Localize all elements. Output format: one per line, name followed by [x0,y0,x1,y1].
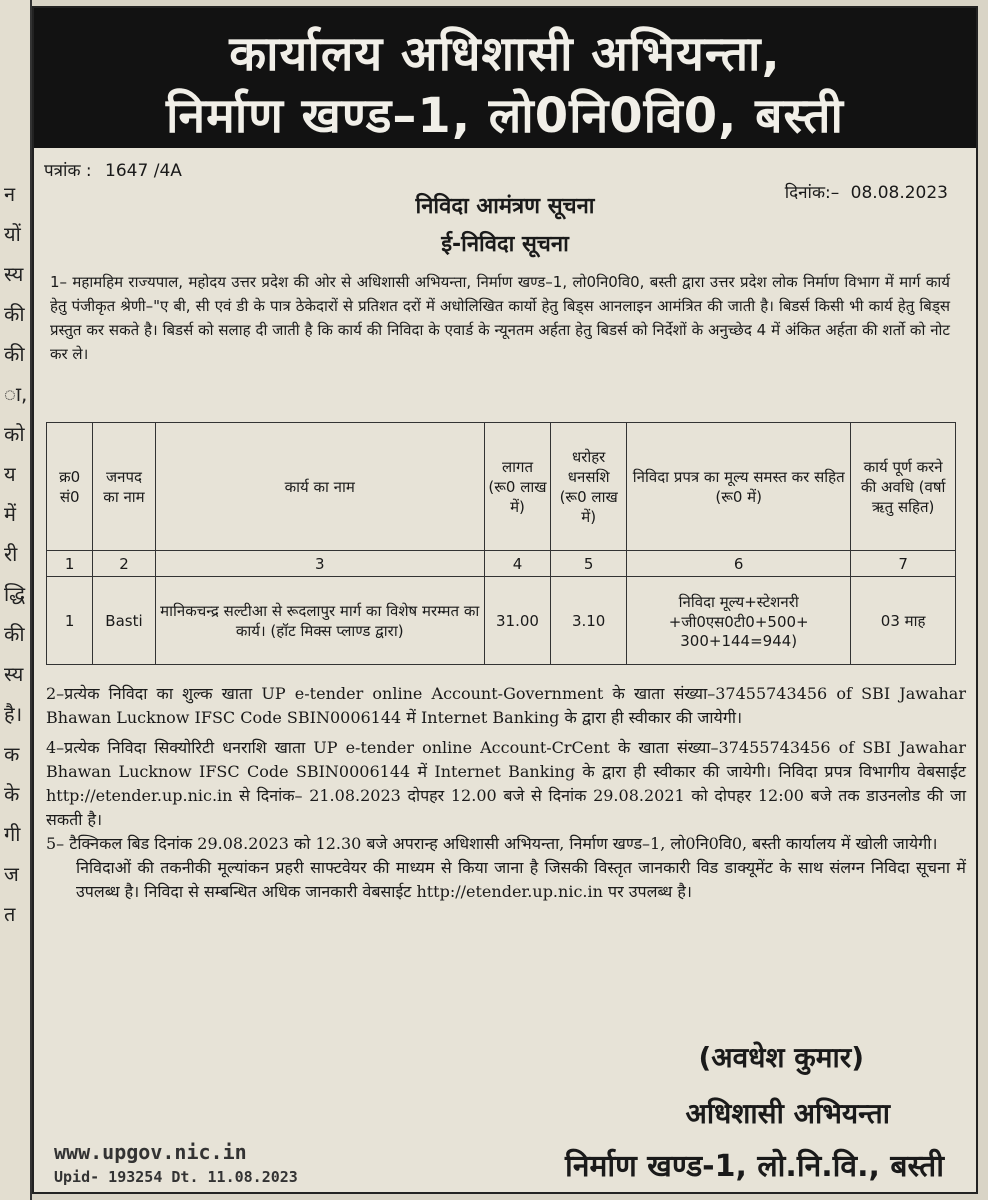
closing-note: निविदाओं की तकनीकी मूल्यांकन प्रहरी साफ्टवेयर की माध्यम से किया जाना है जिसकी विस्तृत जानकारी विड डाक्यूमेंट के साथ संलग्न निविदा सूचना में उपलब्ध है। निविदा से सम्बन्धित अधिक जानकारी वेबसाईट http://etender.up.nic.in पर उपलब्ध है। [76,858,966,901]
office-title-line1: कार्यालय अधिशासी अभियन्ता, [229,26,781,82]
column-fragment-word: न [4,182,16,206]
col-district: जनपद का नाम [93,423,155,551]
col-number: 3 [155,551,484,577]
note-4: 4–प्रत्येक निविदा सिक्योरिटी धनराशि खाता UP e-tender online Account-CrCent के खाता संख्या–37455743456 of SBI Jawahar Bhawan Lucknow IFSC Code SBIN0006144 में Internet Banking के द्वारा ही स्वीकार की जायेगी। निविदा प्रपत्र विभागीय वेबसाईट http://etender.up.nic.in से दिनांक– 21.08.2023 दोपहर 12.00 बजे से दिनांक 29.08.2021 को दोपहर 12:00 बजे तक डाउनलोड की जा सकती है। [46,738,966,829]
footer-upid: Upid- 193254 Dt. 11.08.2023 [54,1168,298,1186]
column-fragment-word: को [4,422,25,446]
col-number: 6 [627,551,851,577]
note-2: 2–प्रत्येक निविदा का शुल्क खाता UP e-tender online Account-Government के खाता संख्या–37455743456 of SBI Jawahar Bhawan Lucknow IFSC Code SBIN0006144 में Internet Banking के द्वारा ही स्वीकार की जायेगी। [46,684,966,727]
table-header-row [47,423,956,551]
date-label: दिनांक:– [784,183,840,203]
cell-duration: 03 माह [851,577,956,665]
col-number: 7 [851,551,956,577]
column-fragment-word: की [4,622,25,646]
column-fragment-word: य [4,462,16,486]
col-number: 4 [484,551,550,577]
column-fragment-word: ज [4,862,19,886]
cell-earnest: 3.10 [551,577,627,665]
cell-cost: 31.00 [484,577,550,665]
signatory-name: (अवधेश कुमार) [698,1041,864,1074]
column-fragment-word: क [4,742,20,766]
col-work: कार्य का नाम [155,423,484,551]
tender-table [46,422,956,665]
column-fragment-word: त [4,902,16,926]
column-fragment-word: द्धि [4,582,26,606]
col-form-fee: निविदा प्रपत्र का मूल्य समस्त कर सहित (रू0 में) [627,423,851,551]
cell-form-fee: निविदा मूल्य+स्टेशनरी +जी0एस0टी0+500+ 300+144=944) [627,577,851,665]
notice-title: निविदा आमंत्रण सूचना [415,194,595,219]
column-fragment-word: की [4,342,25,366]
table-row [47,577,956,665]
cell-work: मानिकचन्द्र सल्टीआ से रूदलापुर मार्ग का विशेष मरम्मत का कार्य। (हॉट मिक्स प्लाण्ड द्वारा) [155,577,484,665]
column-fragment-word: यों [4,222,21,246]
date-value: 08.08.2023 [850,183,948,203]
column-fragment-word: री [4,542,18,566]
table-col-number-row [47,551,956,577]
column-fragment-word: में [4,502,16,526]
col-earnest: धरोहर धनसशि (रू0 लाख में) [551,423,627,551]
note-5: 5– टैक्निकल बिड दिनांक 29.08.2023 को 12.30 बजे अपरान्ह अधिशासी अभियन्ता, निर्माण खण्ड–1, लो0नि0वि0, बस्ती कार्यालय में खोली जायेगी। [46,834,938,853]
column-fragment-word: के [4,782,20,806]
col-duration: कार्य पूर्ण करने की अवधि (वर्षा ऋतु सहित) [851,423,956,551]
adjacent-column-fragment [0,0,32,1200]
column-fragment-word: ा, [4,382,28,406]
col-number: 5 [551,551,627,577]
ref-value: 1647 /4A [105,161,182,181]
column-fragment-word: की [4,302,25,326]
column-fragment-word: स्य [4,262,24,286]
signatory-office: निर्माण खण्ड-1, लो.नि.वि., बस्ती [565,1149,944,1184]
tender-notice [32,6,978,1194]
para-1 [50,270,950,366]
ref-label: पत्रांक : [44,161,92,181]
col-cost: लागत (रू0 लाख में) [484,423,550,551]
col-number: 1 [47,551,93,577]
signatory-designation: अधिशासी अभियन्ता [685,1097,890,1130]
reference-number [44,158,182,181]
column-fragment-word: स्य [4,662,24,686]
notice-subtitle: ई-निविदा सूचना [441,232,569,257]
cell-district: Basti [93,577,155,665]
para-1-text: 1– महामहिम राज्यपाल, महोदय उत्तर प्रदेश की ओर से अधिशासी अभियन्ता, निर्माण खण्ड–1, लो0नि0वि0, बस्ती द्वारा उत्तर प्रदेश लोक निर्माण विभाग में मार्ग कार्य हेतु पंजीकृत श्रेणी–"ए बी, सी एवं डी के पात्र ठेकेदारों से प्रतिशत दरों में अधोलिखित कार्यो हेतु बिड्स आनलाइन आमंत्रित की जाती है। बिडर्स किसी भी कार्य हेतु बिड्स प्रस्तुत कर सकते है। बिडर्स को सलाह दी जाती है कि कार्य की निविदा के एवार्ड के न्यूनतम अर्हता हेतु बिडर्स को निर्देशों के अनुच्छेद 4 में अंकित अर्हता की शर्तो को नोट कर ले। [50,273,950,363]
col-sno: क्र0 सं0 [47,423,93,551]
cell-sno: 1 [47,577,93,665]
column-fragment-word: है। [4,702,23,726]
notes-section [46,682,966,904]
column-fragment-word: गी [4,822,21,846]
col-number: 2 [93,551,155,577]
office-title-line2: निर्माण खण्ड–1, लो0नि0वि0, बस्ती [166,88,844,144]
footer-website: www.upgov.nic.in [54,1140,247,1164]
office-header [34,8,976,148]
